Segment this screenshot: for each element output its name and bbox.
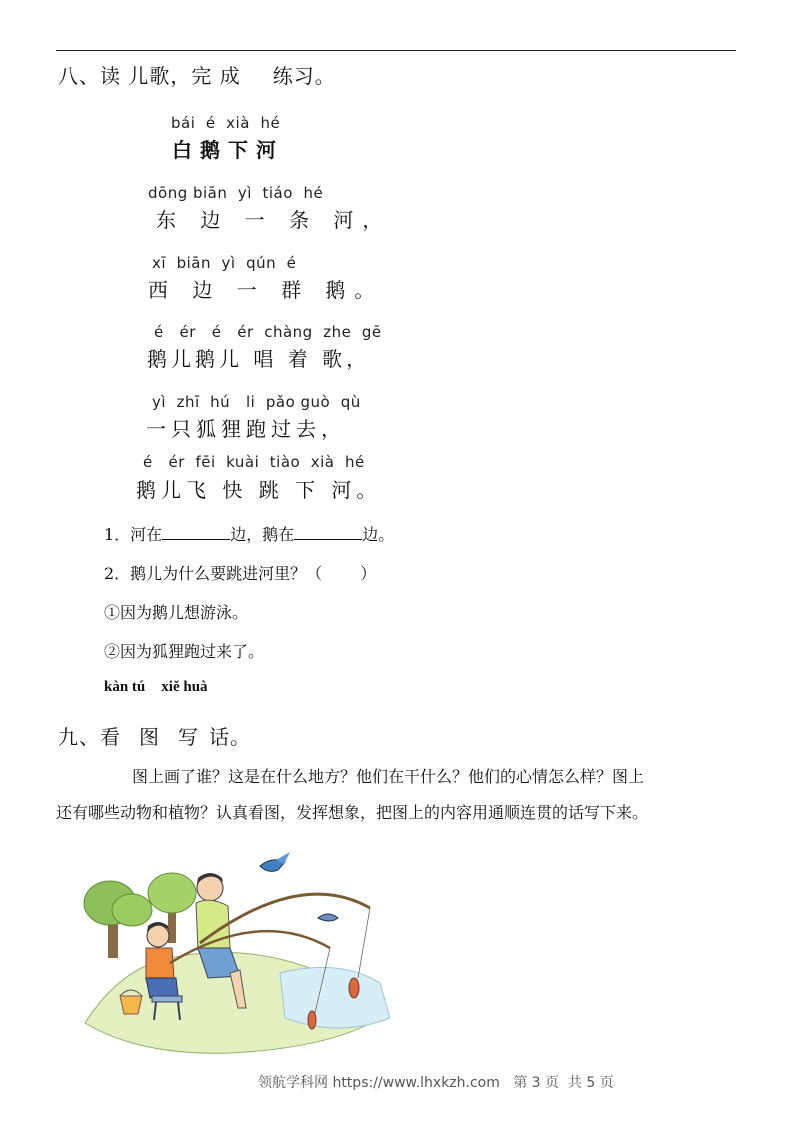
section9-heading-word-2: 写 — [178, 725, 199, 749]
poem-line-5: 鹅儿飞 快 跳 下 河。 — [136, 478, 382, 502]
poem-line-4-pinyin: yì zhī hú li pǎo guò qù — [152, 393, 361, 411]
option-1: ①因为鹅儿想游泳。 — [104, 603, 249, 622]
poem-line-2-pinyin: xī biān yì qún é — [152, 254, 297, 272]
poem-line-1: 东 边 一 条 河， — [156, 208, 392, 232]
section8-heading — [58, 60, 336, 89]
section9-heading-word-1: 图 — [139, 725, 160, 749]
question-2-part-b: ） — [360, 564, 377, 583]
section9-heading-prefix: 九、看 — [58, 725, 121, 749]
poem-line-5-pinyin: é ér fēi kuài tiào xià hé — [143, 453, 365, 471]
fishing-illustration — [80, 848, 400, 1058]
tree-left — [84, 881, 152, 958]
section9-pinyin — [104, 679, 208, 696]
instructions-line-1-text: 图上画了谁？这是在什么地方？他们在干什么？他们的心情怎么样？图上 — [132, 767, 645, 786]
section9-instructions — [56, 759, 740, 831]
question-2 — [104, 561, 376, 584]
poem-title-pinyin: bái é xià hé — [171, 114, 281, 132]
section9-heading — [58, 721, 251, 750]
question-1-part-b: 边，鹅在 — [230, 525, 295, 544]
instructions-line-2: 还有哪些动物和植物？认真看图，发挥想象，把图上的内容用通顺连贯的话写下来。 — [56, 803, 649, 822]
section8-heading-b: 练习。 — [272, 64, 336, 88]
poem-line-4: 一只狐狸跑过去， — [146, 417, 346, 441]
bird-small-icon — [318, 914, 338, 921]
section9-pinyin-a: kàn tú — [104, 679, 146, 695]
instructions-line-1 — [56, 759, 740, 795]
question-1 — [104, 522, 394, 545]
poem-line-3: 鹅儿鹅儿 唱 着 歌， — [147, 347, 371, 371]
poem-title: 白鹅下河 — [172, 138, 284, 162]
top-rule — [56, 50, 736, 51]
option-2: ②因为狐狸跑过来了。 — [104, 642, 265, 661]
answer-blank-1[interactable] — [162, 525, 230, 540]
page-footer: 领航学科网 https://www.lhxkzh.com 第 3 页 共 5 页 — [258, 1075, 614, 1091]
question-1-part-a: 1．河在 — [104, 525, 163, 544]
answer-blank-2[interactable] — [294, 525, 362, 540]
section8-heading-a: 八、读 儿歌，完 成 — [58, 64, 241, 88]
poem-line-1-pinyin: dōng biān yì tiáo hé — [148, 184, 324, 202]
bird-icon — [260, 852, 290, 871]
question-1-part-c: 边。 — [362, 525, 395, 544]
section9-pinyin-b: xiě huà — [161, 679, 208, 695]
section9-heading-word-3: 话。 — [209, 725, 251, 749]
poem-line-3-pinyin: é ér é ér chàng zhe gē — [154, 323, 382, 341]
question-2-part-a: 2．鹅儿为什么要跳进河里？（ — [104, 564, 323, 583]
poem-line-2: 西 边 一 群 鹅。 — [148, 278, 384, 302]
